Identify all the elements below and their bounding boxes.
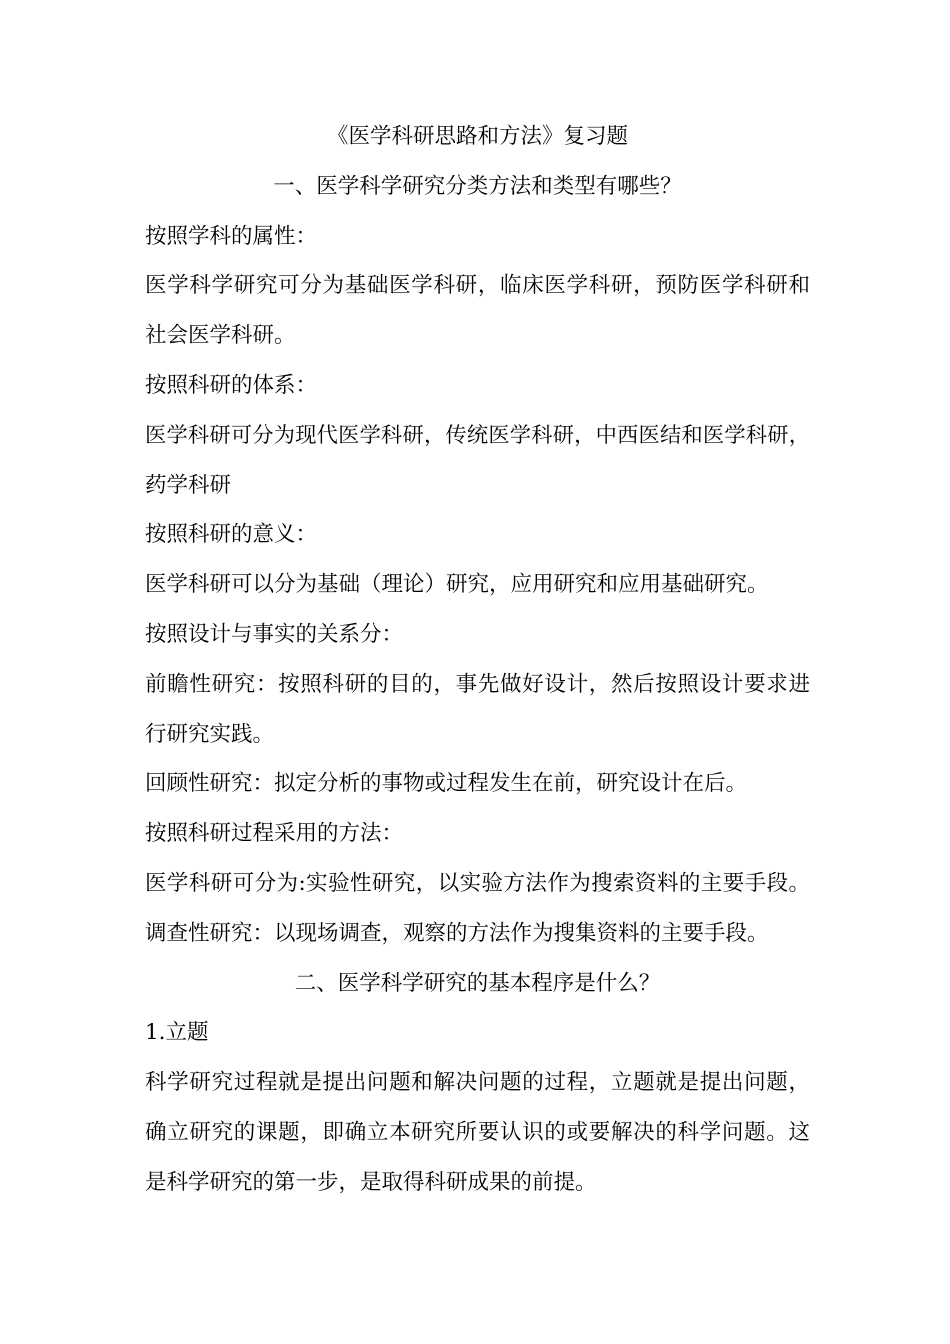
paragraph-by-system-label: 按照科研的体系： <box>145 372 318 398</box>
paragraph-by-system-line2: 药学科研 <box>145 472 232 498</box>
paragraph-step1-label: 1.立题 <box>145 1020 209 1046</box>
paragraph-survey: 调查性研究：以现场调查，观察的方法作为搜集资料的主要手段。 <box>145 920 769 946</box>
paragraph-step1-line3: 是科学研究的第一步，是取得科研成果的前提。 <box>145 1169 597 1195</box>
paragraph-by-system-line1: 医学科研可分为现代医学科研，传统医学科研，中西医结和医学科研， <box>145 422 810 448</box>
paragraph-by-meaning-text: 医学科研可以分为基础（理论）研究，应用研究和应用基础研究。 <box>145 572 769 598</box>
paragraph-by-design-label: 按照设计与事实的关系分： <box>145 621 404 647</box>
paragraph-step1-line1: 科学研究过程就是提出问题和解决问题的过程，立题就是提出问题， <box>145 1070 810 1096</box>
paragraph-retrospective: 回顾性研究：拟定分析的事物或过程发生在前，研究设计在后。 <box>145 771 748 797</box>
paragraph-prospective-line1: 前瞻性研究：按照科研的目的，事先做好设计，然后按照设计要求进 <box>145 671 810 697</box>
paragraph-by-method-label: 按照科研过程采用的方法： <box>145 821 404 847</box>
document-title: 《医学科研思路和方法》复习题 <box>326 124 628 149</box>
paragraph-by-meaning-label: 按照科研的意义： <box>145 522 318 548</box>
paragraph-experimental: 医学科研可分为:实验性研究，以实验方法作为搜索资料的主要手段。 <box>145 870 810 896</box>
paragraph-by-discipline-line2: 社会医学科研。 <box>145 323 296 349</box>
section2-heading: 二、医学科学研究的基本程序是什么？ <box>294 970 661 996</box>
paragraph-prospective-line2: 行研究实践。 <box>145 721 275 747</box>
paragraph-step1-line2: 确立研究的课题，即确立本研究所要认识的或要解决的科学问题。这 <box>145 1119 810 1145</box>
section1-heading: 一、医学科学研究分类方法和类型有哪些？ <box>273 173 682 199</box>
document-body <box>145 112 810 1208</box>
paragraph-by-discipline-line1: 医学科学研究可分为基础医学科研，临床医学科研，预防医学科研和 <box>145 273 810 299</box>
paragraph-by-discipline-label: 按照学科的属性： <box>145 223 318 249</box>
